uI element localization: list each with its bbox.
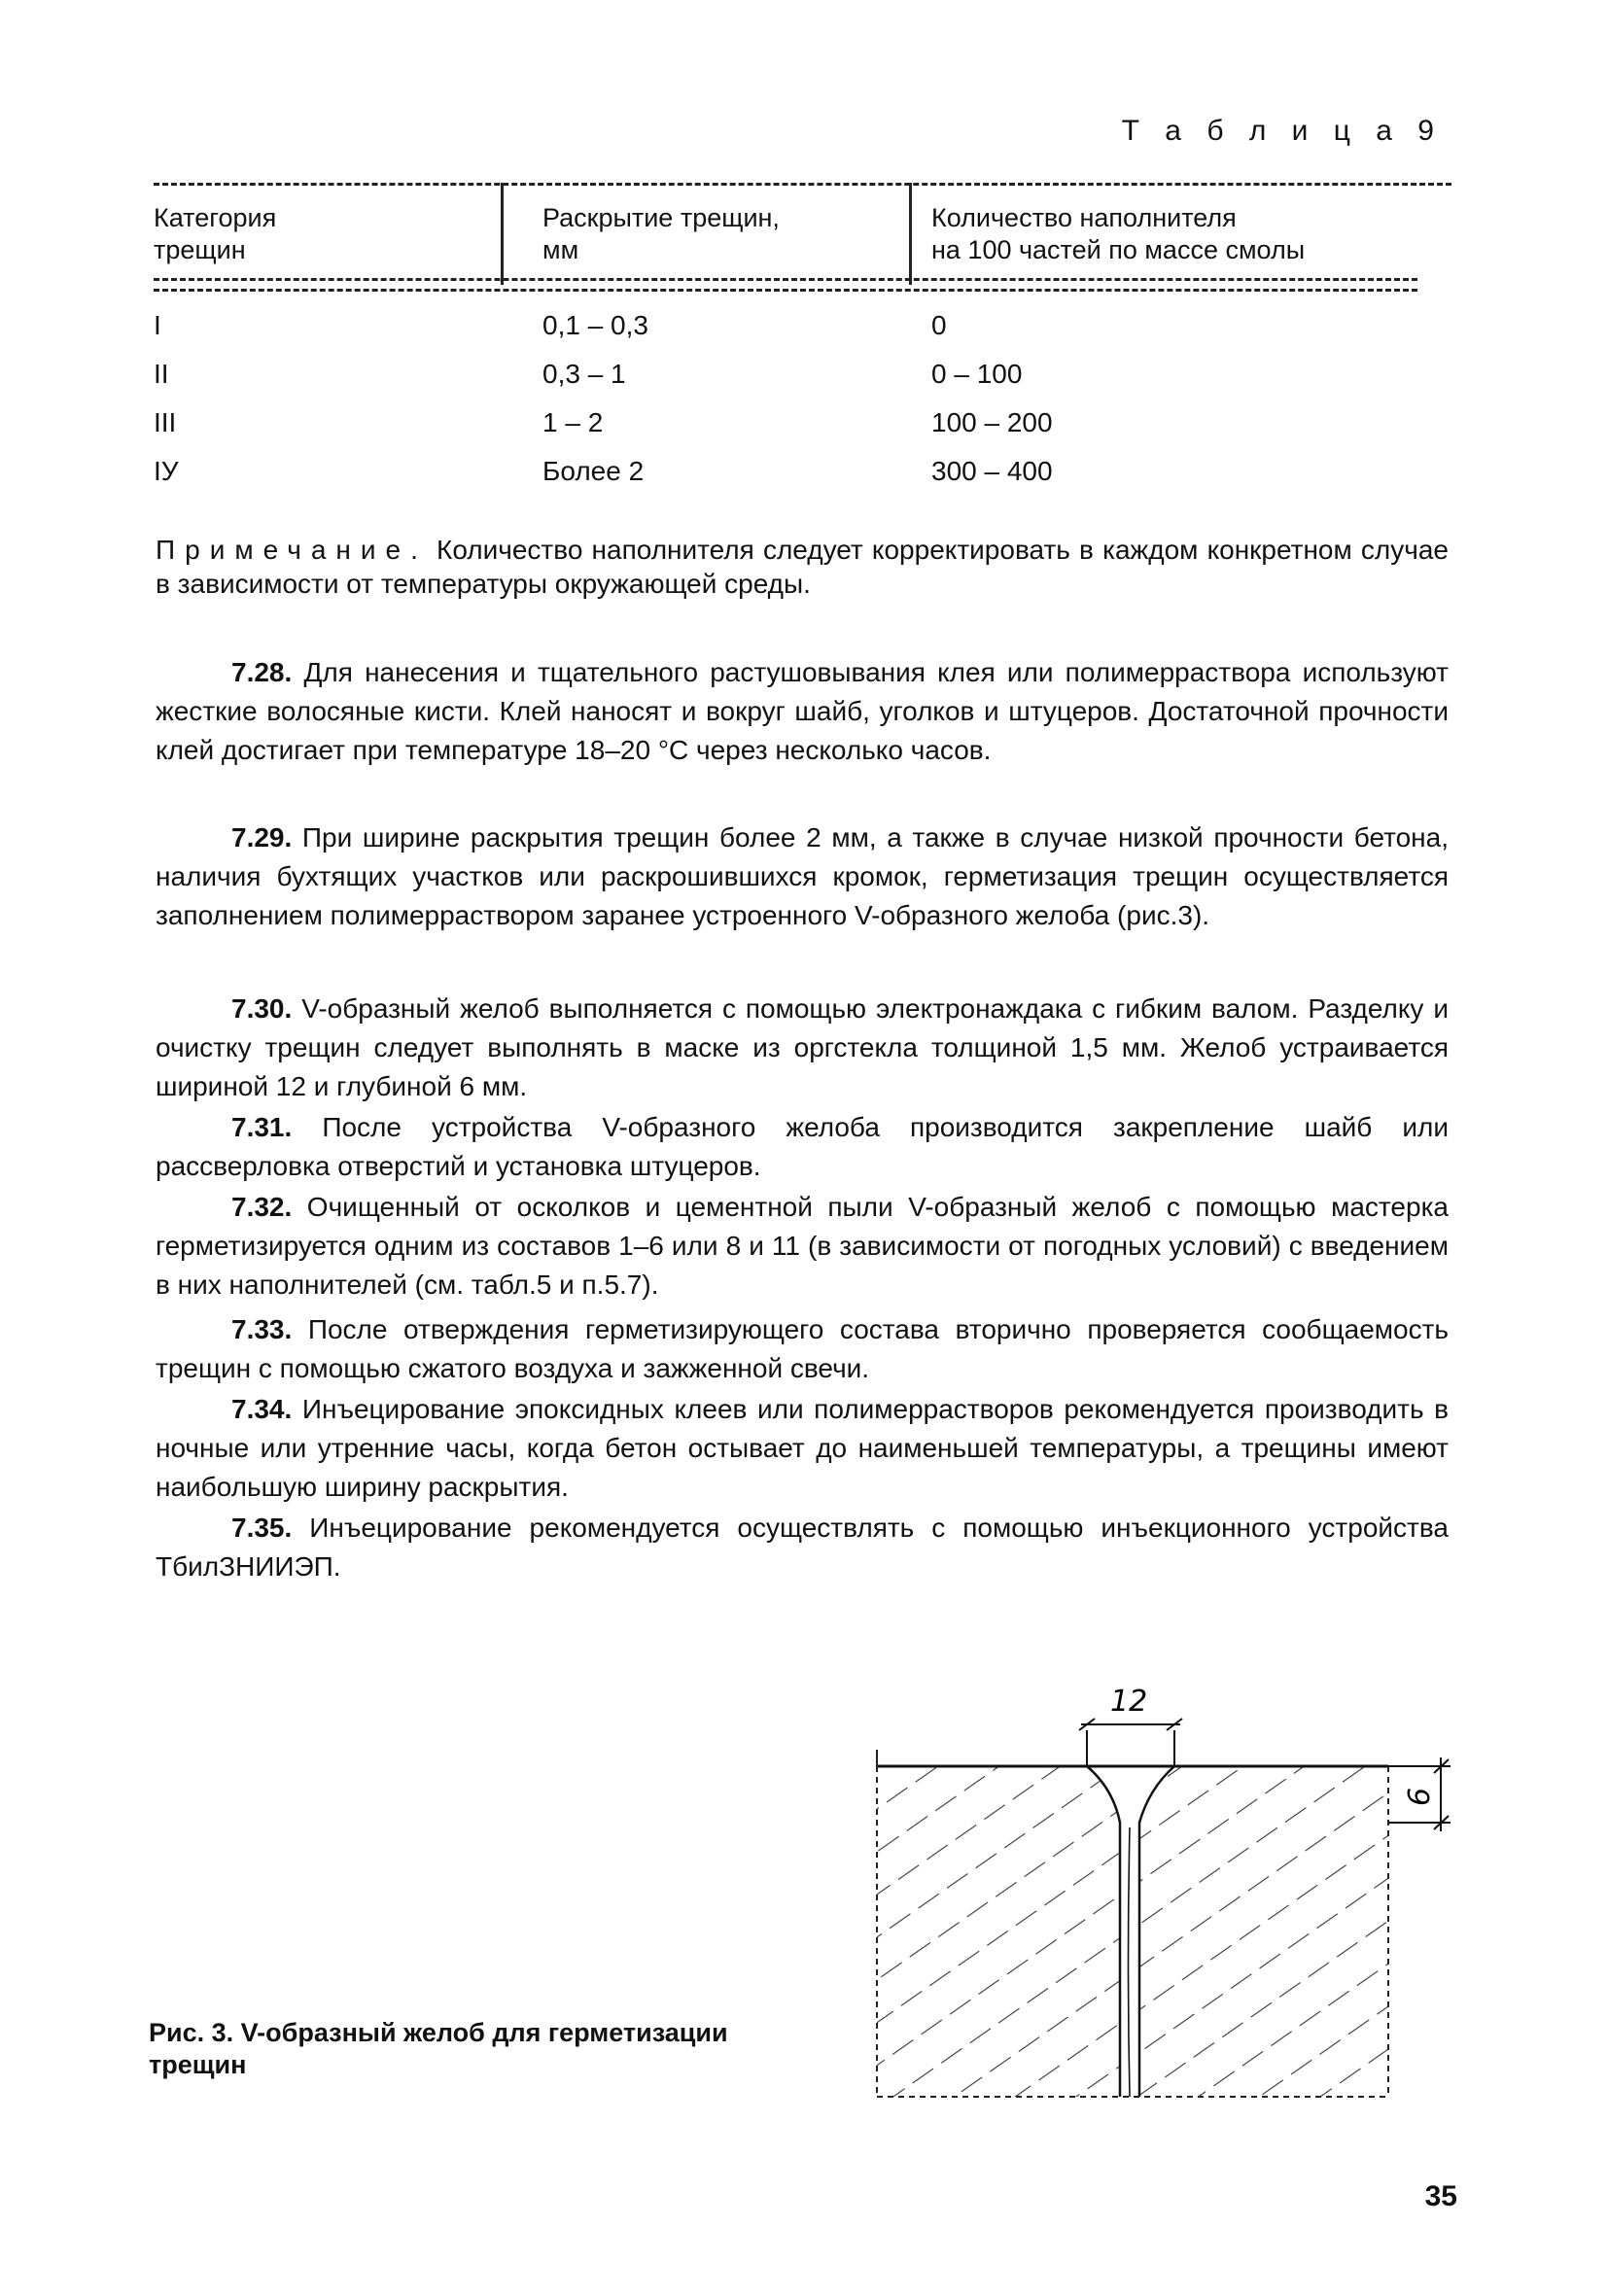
table-top-rule [154,183,1451,186]
paragraph-7-30: 7.30. V-образный желоб выполняется с помощью электронаждака с гибким валом. Разделку и очистку трещин следует выполнять в маске из оргстекла толщиной 1,5 мм. Желоб устраивается шириной 12 и глубиной 6 мм. [156,993,1449,1101]
width-label: 12 [1110,1685,1148,1719]
note-text: Количество наполнителя следует корректировать в каждом конкретном случае в зависимости от температуры окружающей среды. [156,535,1449,599]
paragraph-7-34: 7.34. Инъецирование эпоксидных клеев или полимеррастворов рекомендуется производить в ночные или утренние часы, когда бетон остывает до наименьшей температуры, а трещины имеют наибольшую ширину раскрытия. [156,1394,1449,1502]
table-column-divider [501,183,504,285]
paragraph-7-31: 7.31. После устройства V-образного желоба производится закрепление шайб или рассверловка отверстий и установка штуцеров. [156,1112,1449,1181]
concrete-block [877,1766,1388,2097]
table-column-divider [909,183,912,285]
paragraph-7-29: 7.29. При ширине раскрытия трещин более 2 мм, а также в случае низкой прочности бетона, наличия бухтящих участков или раскрошившихся кромок, герметизация трещин осуществляется заполнением полимерраствором заранее устроенного V-образного желоба (рис.3). [156,822,1449,930]
paragraph-7-28: 7.28. Для нанесения и тщательного растушовывания клея или полимерраствора используют жесткие волосяные кисти. Клей наносят и вокруг шайб, уголков и штуцеров. Достаточной прочности клей достигает при температуре 18–20 °С через несколько часов. [156,657,1449,765]
depth-label: 6 [1403,1787,1437,1806]
width-dimension [1079,1685,1182,1766]
table-note [156,533,1449,601]
table-caption: Т а б л и ц а 9 [1121,115,1443,147]
table-header-category: Категория трещин [154,203,277,264]
note-label: Примечание. [156,535,428,565]
table-header-rule-1 [154,278,1417,281]
depth-dimension [1388,1757,1451,1831]
paragraph-7-35: 7.35. Инъецирование рекомендуется осуществлять с помощью инъекционного устройства ТбилЗНИИЭП. [156,1513,1449,1582]
v-groove-figure [856,1652,1478,2119]
table-header-filler: Количество наполнителя на 100 частей по массе смолы [931,203,1306,264]
table-header-opening: Раскрытие трещин, мм [542,203,780,264]
figure-caption: Рис. 3. V-образный желоб для герметизации трещин [149,2018,728,2079]
page-number: 35 [1424,2180,1457,2212]
table-header-rule-2 [154,289,1417,292]
paragraph-7-33: 7.33. После отверждения герметизирующего состава вторично проверяется сообщаемость трещин с помощью сжатого воздуха и зажженной свечи. [156,1314,1449,1383]
paragraph-7-32: 7.32. Очищенный от осколков и цементной пыли V-образный желоб с помощью мастерка герметизируется одним из составов 1–6 или 8 и 11 (в зависимости от погодных условий) с введением в них наполнителей (см. табл.5 и п.5.7). [156,1192,1449,1300]
